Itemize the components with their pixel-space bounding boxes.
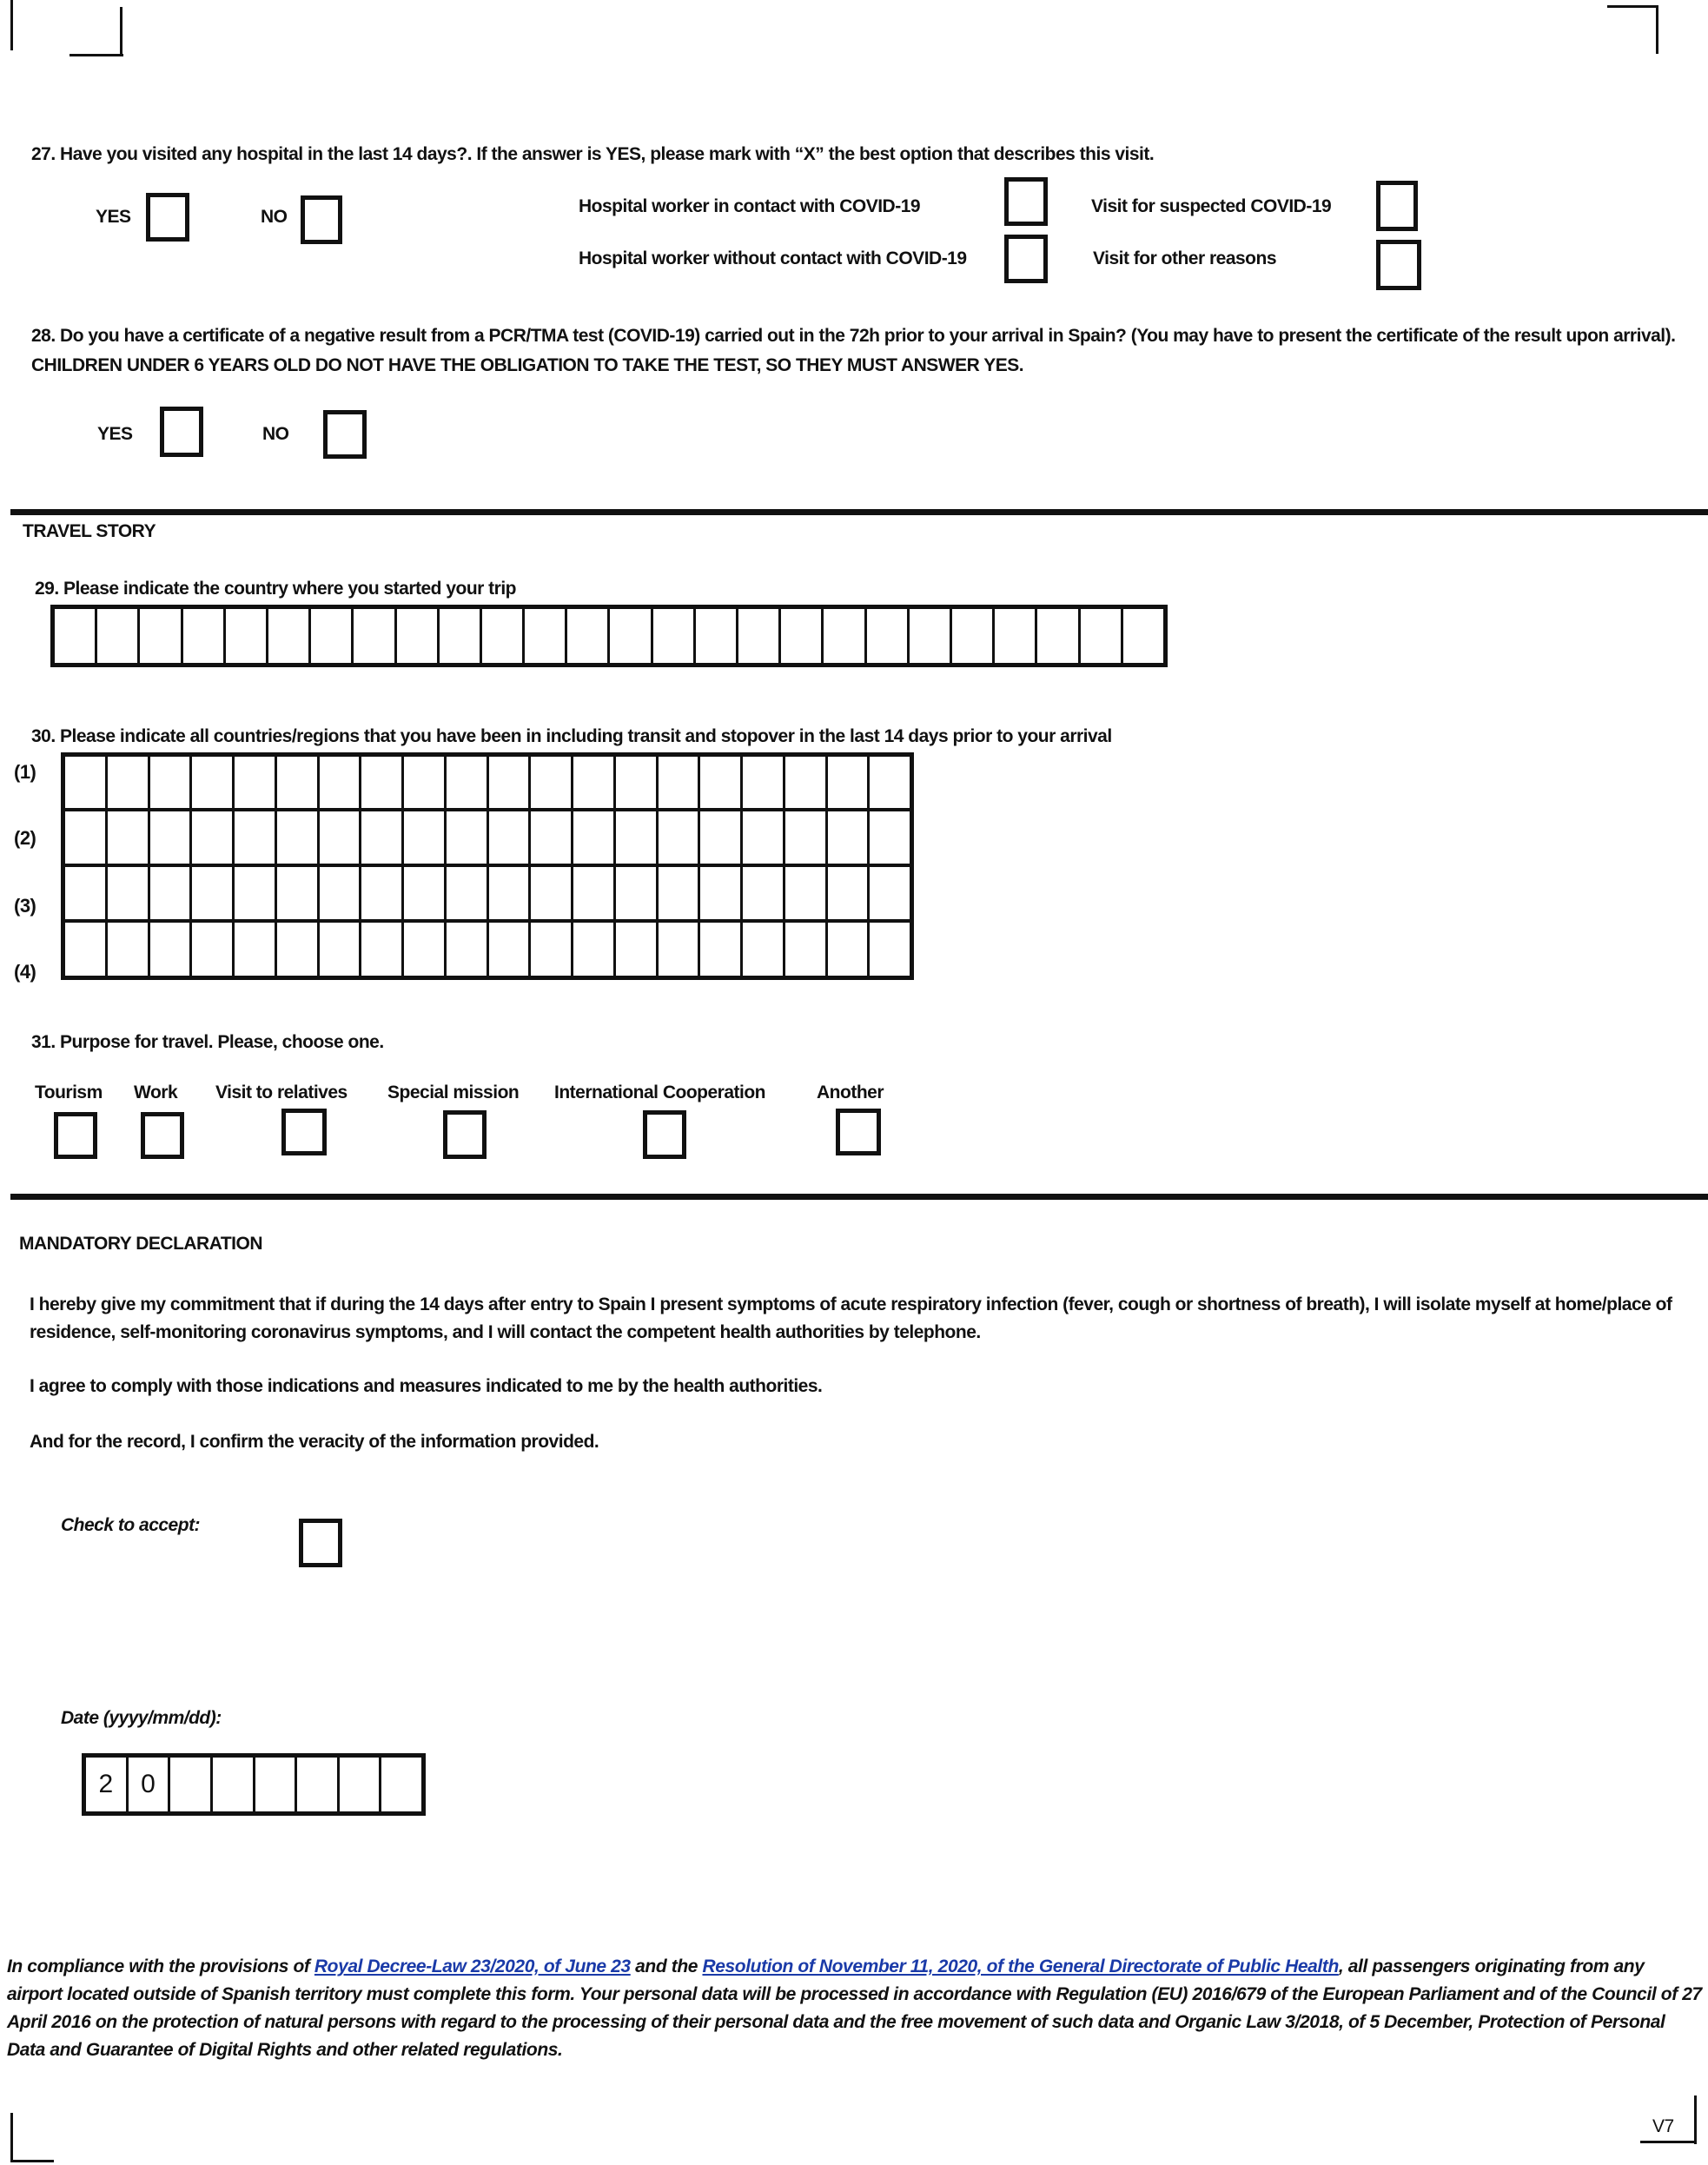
legal-footer-pre: In compliance with the provisions of [7,1956,314,1976]
q30-cell[interactable] [277,923,320,976]
q28-yes-checkbox[interactable] [160,407,203,457]
q30-cell[interactable] [192,867,235,919]
q30-cell[interactable] [700,923,743,976]
legal-footer-mid: and the [630,1956,703,1976]
section-divider-declaration [10,1194,1708,1200]
crop-mark-top-right-h [1607,5,1658,8]
date-digit-cell[interactable]: 2 [86,1758,129,1811]
q29-cell[interactable] [567,609,610,663]
q30-cell[interactable] [447,811,489,864]
q30-cell[interactable] [870,867,910,919]
section-divider-travel [10,509,1708,515]
q30-cell[interactable] [870,923,910,976]
q30-cell[interactable] [447,867,489,919]
q30-cell[interactable] [150,867,193,919]
version-label: V7 [1652,2116,1674,2136]
q29-cell[interactable] [97,609,140,663]
q31-option-another-label: Another [817,1082,884,1102]
q28-no-label: NO [262,424,289,444]
q29-question: 29. Please indicate the country where you started your trip [35,579,517,599]
crop-mark-top-left-h [70,54,123,56]
q30-cell[interactable] [573,923,616,976]
q30-cell[interactable] [828,757,871,808]
q30-cell[interactable] [659,923,701,976]
crop-mark-bottom-left-v [10,2113,13,2162]
accept-label: Check to accept: [61,1515,201,1535]
q30-cell[interactable] [235,867,277,919]
q30-cell[interactable] [447,757,489,808]
q29-cell[interactable] [610,609,652,663]
q27-no-label: NO [261,207,288,227]
q30-cell[interactable] [320,923,362,976]
resolution-link[interactable]: Resolution of November 11, 2020, of the General Directorate of Public Health [702,1956,1339,1976]
q30-row-label-2: (2) [14,827,36,849]
q29-country-grid[interactable] [50,605,1168,667]
q30-cell[interactable] [743,757,785,808]
q27-question: 27. Have you visited any hospital in the last 14 days?. If the answer is YES, please mark with “X” the best option that describes this visit. [31,144,1155,164]
q30-question: 30. Please indicate all countries/regions that you have been in including transit and stopover in the last 14 days prior to your arrival [31,726,1112,746]
date-digit-cell[interactable]: 0 [129,1758,171,1811]
q29-cell[interactable] [183,609,226,663]
date-digit-cell[interactable] [213,1758,255,1811]
q30-cell[interactable] [108,811,150,864]
q30-cell[interactable] [870,811,910,864]
q30-cell[interactable] [489,757,532,808]
q30-cell[interactable] [743,867,785,919]
date-digit-cell[interactable] [340,1758,382,1811]
q30-cell[interactable] [404,923,447,976]
q30-cell[interactable] [277,867,320,919]
q31-option-another-checkbox[interactable] [836,1109,881,1155]
q30-row-label-3: (3) [14,895,36,917]
q29-cell[interactable] [1037,609,1080,663]
declaration-paragraph-1: I hereby give my commitment that if during the 14 days after entry to Spain I present symptoms of acute respiratory infection (fever, cough or shortness of breath), I will isolate myself at home/place of residence, self-monitoring coronavirus symptoms, and I will contact the competent health authorities by telephone. [30,1294,1672,1342]
q30-cell[interactable] [404,757,447,808]
accept-checkbox[interactable] [299,1519,342,1567]
q29-cell[interactable] [995,609,1037,663]
q30-cell[interactable] [404,811,447,864]
q30-row-3[interactable] [65,867,910,923]
q30-cell[interactable] [785,867,828,919]
q30-row-4[interactable] [65,923,910,976]
q29-cell[interactable] [867,609,910,663]
q27-opt-worker-no-contact-checkbox[interactable] [1004,235,1048,283]
q29-cell[interactable] [824,609,866,663]
q30-cell[interactable] [828,867,871,919]
crop-mark-top-right-v [1656,5,1658,54]
declaration-paragraph-2: I agree to comply with those indications and measures indicated to me by the health authorities. [30,1376,823,1396]
q30-row-2[interactable] [65,811,910,867]
q29-cell[interactable] [226,609,268,663]
crop-mark-bottom-left-h [10,2160,54,2162]
q31-option-relatives-label: Visit to relatives [215,1082,348,1102]
q29-cell[interactable] [1123,609,1163,663]
q31-option-special-mission-label: Special mission [387,1082,520,1102]
date-digit-cell[interactable] [170,1758,213,1811]
date-digit-cell[interactable] [255,1758,298,1811]
date-digit-cell[interactable] [297,1758,340,1811]
q30-cell[interactable] [573,757,616,808]
q30-cell[interactable] [192,923,235,976]
q31-question: 31. Purpose for travel. Please, choose one. [31,1032,384,1052]
q29-cell[interactable] [653,609,696,663]
q30-cell[interactable] [150,811,193,864]
q31-option-work-checkbox[interactable] [141,1112,184,1159]
q29-cell[interactable] [311,609,354,663]
q30-cell[interactable] [659,811,701,864]
q30-cell[interactable] [828,923,871,976]
q30-cell[interactable] [743,923,785,976]
q29-cell[interactable] [268,609,311,663]
q31-option-work-label: Work [134,1082,178,1102]
q30-cell[interactable] [785,923,828,976]
q29-cell[interactable] [525,609,567,663]
crop-mark-bottom-right-v [1694,2095,1697,2144]
q30-cell[interactable] [277,811,320,864]
q27-opt-worker-contact-checkbox[interactable] [1004,177,1048,226]
q30-cell[interactable] [108,867,150,919]
travel-story-heading: TRAVEL STORY [23,521,156,541]
q30-cell[interactable] [108,923,150,976]
q30-cell[interactable] [828,811,871,864]
q30-cell[interactable] [320,757,362,808]
q30-countries-table[interactable] [61,752,914,980]
q30-cell[interactable] [150,923,193,976]
q30-cell[interactable] [320,867,362,919]
q30-cell[interactable] [700,867,743,919]
q30-cell[interactable] [404,867,447,919]
q30-cell[interactable] [235,811,277,864]
q27-yes-label: YES [96,207,131,227]
q30-cell[interactable] [616,757,659,808]
q30-cell[interactable] [573,811,616,864]
q27-yes-checkbox[interactable] [146,193,189,242]
q30-row-label-1: (1) [14,761,36,783]
q30-cell[interactable] [743,811,785,864]
q29-cell[interactable] [910,609,952,663]
q30-cell[interactable] [320,811,362,864]
legal-footer-post: , all passengers originating from any airport located outside of Spanish territory must complete this form. Your personal data will be processed in accordance with Regulation (EU) 2016/679 of the European Parliament and of the Council of 27 April 2016 on the protection of natural persons with regard to the processing of their personal data and the free movement of such data and Organic Law 3/2018, of 5 December, Protection of Personal Data and Guarantee of Digital Rights and other related regulations. [7,1956,1702,2060]
q30-cell[interactable] [489,811,532,864]
q30-row-label-4: (4) [14,961,36,983]
q30-cell[interactable] [277,757,320,808]
q30-cell[interactable] [870,757,910,808]
q30-cell[interactable] [150,757,193,808]
q27-opt-suspected-label: Visit for suspected COVID-19 [1091,196,1332,216]
q31-option-tourism-checkbox[interactable] [54,1112,97,1159]
royal-decree-link[interactable]: Royal Decree-Law 23/2020, of June 23 [314,1956,631,1976]
q29-cell[interactable] [1081,609,1123,663]
q29-cell[interactable] [440,609,482,663]
q29-cell[interactable] [354,609,396,663]
q30-cell[interactable] [108,757,150,808]
declaration-heading: MANDATORY DECLARATION [19,1234,262,1254]
legal-footer [7,1953,1703,2064]
q31-option-special-mission-checkbox[interactable] [443,1110,487,1159]
q30-cell[interactable] [531,923,573,976]
q27-opt-worker-no-contact-label: Hospital worker without contact with COVID-19 [579,248,967,268]
q29-cell[interactable] [696,609,738,663]
q30-cell[interactable] [361,923,404,976]
q30-cell[interactable] [616,867,659,919]
q30-cell[interactable] [361,757,404,808]
q30-cell[interactable] [361,811,404,864]
q30-cell[interactable] [700,811,743,864]
q27-opt-suspected-checkbox[interactable] [1376,181,1418,231]
declaration-paragraph-3: And for the record, I confirm the veracity of the information provided. [30,1432,599,1452]
date-digit-cell[interactable] [381,1758,421,1811]
q30-cell[interactable] [65,923,108,976]
q31-option-tourism-label: Tourism [35,1082,103,1102]
q28-yes-label: YES [97,424,133,444]
q30-cell[interactable] [489,923,532,976]
q30-cell[interactable] [489,867,532,919]
q29-cell[interactable] [140,609,182,663]
q29-cell[interactable] [952,609,995,663]
crop-mark-top-left-v2 [120,7,122,56]
q27-opt-other-label: Visit for other reasons [1093,248,1277,268]
q30-cell[interactable] [573,867,616,919]
date-label: Date (yyyy/mm/dd): [61,1708,222,1728]
q27-no-checkbox[interactable] [301,195,342,244]
q30-cell[interactable] [531,867,573,919]
q27-opt-other-checkbox[interactable] [1376,240,1421,290]
q30-cell[interactable] [700,757,743,808]
q28-question: 28. Do you have a certificate of a negative result from a PCR/TMA test (COVID-19) carried out in the 72h prior to your arrival in Spain? (You may have to present the certificate of the result upon arrival). CHILDREN UNDER 6 YEARS OLD DO NOT HAVE THE OBLIGATION TO TAKE THE TEST, SO THEY MUST ANSWER YES. [31,326,1676,375]
q31-option-intl-coop-checkbox[interactable] [643,1110,686,1159]
q30-cell[interactable] [65,757,108,808]
q29-cell[interactable] [397,609,440,663]
q30-cell[interactable] [659,757,701,808]
q31-option-intl-coop-label: International Cooperation [554,1082,766,1102]
q30-cell[interactable] [531,811,573,864]
q30-cell[interactable] [659,867,701,919]
q30-cell[interactable] [65,867,108,919]
crop-mark-top-left-v [10,0,13,50]
q30-cell[interactable] [192,811,235,864]
q30-cell[interactable] [235,923,277,976]
q30-cell[interactable] [531,757,573,808]
q29-cell[interactable] [781,609,824,663]
q30-cell[interactable] [447,923,489,976]
q30-cell[interactable] [361,867,404,919]
q28-no-checkbox[interactable] [323,410,367,459]
q30-cell[interactable] [616,923,659,976]
date-input-grid[interactable] [82,1753,426,1816]
crop-mark-bottom-right-h [1640,2141,1696,2143]
q30-cell[interactable] [785,811,828,864]
q30-cell[interactable] [616,811,659,864]
q30-cell[interactable] [235,757,277,808]
q29-cell[interactable] [482,609,525,663]
q29-cell[interactable] [738,609,781,663]
q31-option-relatives-checkbox[interactable] [281,1109,327,1155]
q29-cell[interactable] [55,609,97,663]
q30-cell[interactable] [192,757,235,808]
q30-cell[interactable] [65,811,108,864]
q30-row-1[interactable] [65,757,910,811]
q27-opt-worker-contact-label: Hospital worker in contact with COVID-19 [579,196,921,216]
q30-cell[interactable] [785,757,828,808]
